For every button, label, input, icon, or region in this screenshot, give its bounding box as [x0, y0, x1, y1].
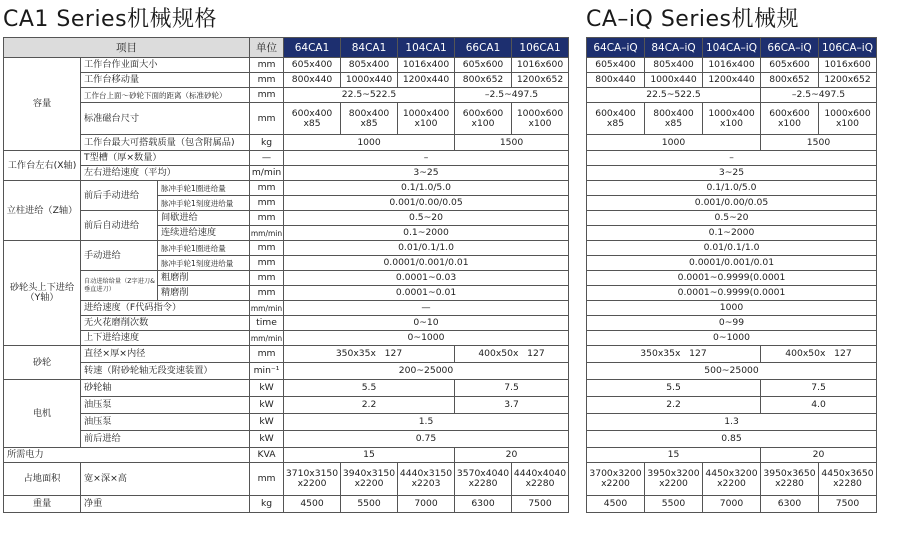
cell: 2.2 [587, 397, 761, 414]
cell: 3710x3150 x2200 [284, 463, 341, 496]
cell: 500~25000 [587, 363, 877, 380]
model-104caiq: 104CA–iQ [703, 38, 761, 58]
model-84caiq: 84CA–iQ [645, 38, 703, 58]
cell: 0~1000 [587, 331, 877, 346]
cell: 1000x600 x100 [819, 103, 877, 135]
group-weight: 重量 [4, 496, 81, 513]
row-label: 工作台作业面大小 [81, 58, 250, 73]
cell: — [284, 301, 569, 316]
cell: 350x35x 127 [284, 346, 455, 363]
header-item: 项目 [4, 38, 250, 58]
model-64caiq: 64CA–iQ [587, 38, 645, 58]
cell: 5.5 [587, 380, 761, 397]
row-unit: KVA [250, 448, 284, 463]
cell: 4440x4040 x2280 [512, 463, 569, 496]
table-row [587, 151, 877, 166]
row-unit: kW [250, 380, 284, 397]
table-row [587, 346, 877, 363]
cell: 0~1000 [284, 331, 569, 346]
header-unit: 单位 [250, 38, 284, 58]
cell: 7000 [398, 496, 455, 513]
model-66ca1: 66CA1 [455, 38, 512, 58]
table-row [4, 316, 569, 331]
sub-label: 前后自动进给 [81, 211, 158, 241]
model-64ca1: 64CA1 [284, 38, 341, 58]
cell: 0~10 [284, 316, 569, 331]
cell: 1016x400 [398, 58, 455, 73]
cell: 605x400 [284, 58, 341, 73]
cell: 1500 [761, 135, 877, 151]
table-row [4, 181, 569, 196]
cell: 3700x3200 x2200 [587, 463, 645, 496]
row-unit: mm/min [250, 331, 284, 346]
cell: 1200x652 [512, 73, 569, 88]
cell: 15 [587, 448, 761, 463]
row-unit: kW [250, 397, 284, 414]
row-label: 工作台移动量 [81, 73, 250, 88]
group-power: 所需电力 [4, 448, 250, 463]
table-row [4, 135, 569, 151]
cell: 7500 [819, 496, 877, 513]
table-row [4, 496, 569, 513]
table-row [4, 414, 569, 431]
ca1-title: CA1 Series机械规格 [3, 7, 218, 32]
table-row [4, 380, 569, 397]
table-row [4, 103, 569, 135]
cell: 3570x4040 x2280 [455, 463, 512, 496]
cell: 6300 [761, 496, 819, 513]
table-row [587, 397, 877, 414]
cell: 1500 [455, 135, 569, 151]
row-unit: — [250, 151, 284, 166]
table-row [587, 256, 877, 271]
row-unit: mm [250, 256, 284, 271]
table-row [587, 316, 877, 331]
cell: 1000x440 [645, 73, 703, 88]
cell: 5500 [645, 496, 703, 513]
cell: 0.1~2000 [284, 226, 569, 241]
table-row [4, 271, 569, 286]
table-row [587, 331, 877, 346]
cell: 0.001/0.00/0.05 [284, 196, 569, 211]
ca1-header-row [4, 38, 569, 58]
group-column: 立柱进给（Z轴） [4, 181, 81, 241]
cell: 1000 [587, 135, 761, 151]
row-unit: mm [250, 211, 284, 226]
cell: 400x50x 127 [455, 346, 569, 363]
row-label: 脉冲手轮1刻度进给量 [158, 256, 250, 271]
table-row [4, 301, 569, 316]
row-unit: mm [250, 196, 284, 211]
cell: 200~25000 [284, 363, 569, 380]
ca1-spec-table [3, 37, 569, 513]
cell: 7.5 [761, 380, 877, 397]
cell: – [587, 151, 877, 166]
row-label: 油压泵 [81, 414, 250, 431]
cell: 805x400 [645, 58, 703, 73]
cell: 0.0001~0.9999(0.0001 [587, 271, 877, 286]
cell: 6300 [455, 496, 512, 513]
row-unit: mm/min [250, 226, 284, 241]
cell: 400x50x 127 [761, 346, 877, 363]
table-row [587, 226, 877, 241]
table-row [587, 271, 877, 286]
caiq-header-row [587, 38, 877, 58]
cell: 0.1~2000 [587, 226, 877, 241]
row-unit: mm [250, 88, 284, 103]
row-label: 直径×厚×内径 [81, 346, 250, 363]
cell: 22.5~522.5 [284, 88, 455, 103]
row-unit: mm [250, 346, 284, 363]
table-row [587, 301, 877, 316]
cell: 7.5 [455, 380, 569, 397]
table-row [4, 241, 569, 256]
model-84ca1: 84CA1 [341, 38, 398, 58]
row-label: 工作台最大可搭载质量（包含附属品) [81, 135, 250, 151]
row-label: 间歇进给 [158, 211, 250, 226]
cell: 7500 [512, 496, 569, 513]
model-106caiq: 106CA–iQ [819, 38, 877, 58]
cell: 0~99 [587, 316, 877, 331]
table-row [587, 286, 877, 301]
cell: 605x400 [587, 58, 645, 73]
row-label: 脉冲手轮1圈进给量 [158, 181, 250, 196]
row-unit: time [250, 316, 284, 331]
cell: 800x440 [284, 73, 341, 88]
table-row [4, 331, 569, 346]
cell: 5.5 [284, 380, 455, 397]
table-row [587, 103, 877, 135]
table-row [4, 363, 569, 380]
table-row [587, 448, 877, 463]
cell: 0.0001~0.01 [284, 286, 569, 301]
sub-label: 手动进给 [81, 241, 158, 271]
cell: 1000 [587, 301, 877, 316]
cell: 0.001/0.00/0.05 [587, 196, 877, 211]
row-label: 精磨削 [158, 286, 250, 301]
row-unit: mm/min [250, 301, 284, 316]
row-label: 脉冲手轮1圈进给量 [158, 241, 250, 256]
cell: 1016x400 [703, 58, 761, 73]
cell: 0.1/1.0/5.0 [284, 181, 569, 196]
cell: 600x400 x85 [587, 103, 645, 135]
cell: 20 [761, 448, 877, 463]
table-row [4, 73, 569, 88]
cell: 4440x3150 x2203 [398, 463, 455, 496]
cell: 3~25 [284, 166, 569, 181]
sub-label: 前后手动进给 [81, 181, 158, 211]
model-104ca1: 104CA1 [398, 38, 455, 58]
cell: – [284, 151, 569, 166]
row-unit: kW [250, 414, 284, 431]
cell: 3.7 [455, 397, 569, 414]
row-label: 砂轮轴 [81, 380, 250, 397]
cell: –2.5~497.5 [455, 88, 569, 103]
row-unit: m/min [250, 166, 284, 181]
row-label: 脉冲手轮1刻度进给量 [158, 196, 250, 211]
cell: 20 [455, 448, 569, 463]
table-row [587, 241, 877, 256]
cell: 1000x400 x100 [703, 103, 761, 135]
caiq-spec-table [586, 37, 877, 513]
cell: 600x600 x100 [761, 103, 819, 135]
cell: 1200x440 [703, 73, 761, 88]
table-row [587, 211, 877, 226]
table-row [587, 496, 877, 513]
cell: 22.5~522.5 [587, 88, 761, 103]
row-label: 左右进给速度（平均） [81, 166, 250, 181]
cell: 3950x3650 x2280 [761, 463, 819, 496]
cell: 605x600 [455, 58, 512, 73]
group-floor: 占地面积 [4, 463, 81, 496]
row-unit: kW [250, 431, 284, 448]
cell: 1.5 [284, 414, 569, 431]
cell: 3940x3150 x2200 [341, 463, 398, 496]
cell: 0.01/0.1/1.0 [284, 241, 569, 256]
row-unit: min⁻¹ [250, 363, 284, 380]
cell: 800x440 [587, 73, 645, 88]
cell: 0.5~20 [587, 211, 877, 226]
row-label: 转速（附砂轮轴无段变速装置） [81, 363, 250, 380]
model-106ca1: 106CA1 [512, 38, 569, 58]
row-label: 宽×深×高 [81, 463, 250, 496]
row-label: 上下进给速度 [81, 331, 250, 346]
cell: 0.1/1.0/5.0 [587, 181, 877, 196]
model-66caiq: 66CA–iQ [761, 38, 819, 58]
row-unit: mm [250, 103, 284, 135]
cell: 800x652 [455, 73, 512, 88]
cell: 800x400 x85 [645, 103, 703, 135]
cell: 800x652 [761, 73, 819, 88]
row-label: 油压泵 [81, 397, 250, 414]
row-unit: mm [250, 463, 284, 496]
cell: 4500 [284, 496, 341, 513]
cell: 7000 [703, 496, 761, 513]
cell: 600x400 x85 [284, 103, 341, 135]
cell: 1000x440 [341, 73, 398, 88]
table-row [587, 135, 877, 151]
cell: 1200x652 [819, 73, 877, 88]
cell: 0.0001~0.9999(0.0001 [587, 286, 877, 301]
table-row [4, 58, 569, 73]
table-row [587, 380, 877, 397]
group-table-lr: 工作台左右(X轴) [4, 151, 81, 181]
row-unit: mm [250, 181, 284, 196]
row-label: 粗磨削 [158, 271, 250, 286]
group-capacity: 容量 [4, 58, 81, 151]
cell: 800x400 x85 [341, 103, 398, 135]
table-row [587, 73, 877, 88]
row-unit: mm [250, 73, 284, 88]
row-unit: mm [250, 58, 284, 73]
cell: 805x400 [341, 58, 398, 73]
table-row [4, 88, 569, 103]
table-row [4, 463, 569, 496]
cell: 4.0 [761, 397, 877, 414]
cell: 0.0001/0.001/0.01 [284, 256, 569, 271]
table-row [4, 397, 569, 414]
cell: 1000 [284, 135, 455, 151]
cell: 1000x600 x100 [512, 103, 569, 135]
cell: 1016x600 [819, 58, 877, 73]
cell: 350x35x 127 [587, 346, 761, 363]
group-head: 砂轮头上下进给（Y轴） [4, 241, 81, 346]
caiq-title: CA–iQ Series机械规 [586, 7, 799, 32]
cell: 4500 [587, 496, 645, 513]
row-label: 净重 [81, 496, 250, 513]
table-row [4, 448, 569, 463]
cell: 0.0001/0.001/0.01 [587, 256, 877, 271]
table-row [4, 211, 569, 226]
row-unit: kg [250, 135, 284, 151]
row-label: 进给速度（F代码指令） [81, 301, 250, 316]
group-wheel: 砂轮 [4, 346, 81, 380]
row-unit: mm [250, 241, 284, 256]
table-row [587, 431, 877, 448]
row-label: 工作台上面～砂轮下面的距离（标准砂轮） [81, 88, 250, 103]
table-row [587, 166, 877, 181]
row-label: 标准磁台尺寸 [81, 103, 250, 135]
cell: –2.5~497.5 [761, 88, 877, 103]
cell: 4450x3200 x2200 [703, 463, 761, 496]
cell: 0.75 [284, 431, 569, 448]
table-row [587, 58, 877, 73]
cell: 5500 [341, 496, 398, 513]
row-label: 连续进给速度 [158, 226, 250, 241]
cell: 0.0001~0.03 [284, 271, 569, 286]
table-row [587, 196, 877, 211]
table-row [587, 463, 877, 496]
cell: 4450x3650 x2280 [819, 463, 877, 496]
table-row [587, 363, 877, 380]
cell: 600x600 x100 [455, 103, 512, 135]
cell: 0.01/0.1/1.0 [587, 241, 877, 256]
cell: 3950x3200 x2200 [645, 463, 703, 496]
cell: 1000x400 x100 [398, 103, 455, 135]
row-unit: mm [250, 271, 284, 286]
row-label: 前后进给 [81, 431, 250, 448]
group-motor: 电机 [4, 380, 81, 448]
cell: 0.5~20 [284, 211, 569, 226]
cell: 15 [284, 448, 455, 463]
table-row [587, 88, 877, 103]
cell: 3~25 [587, 166, 877, 181]
table-row [4, 431, 569, 448]
sub-label: 自动进给给量（Z字进刀&垂直进刀） [81, 271, 158, 301]
row-label: T型槽（厚×数量） [81, 151, 250, 166]
cell: 1.3 [587, 414, 877, 431]
row-unit: kg [250, 496, 284, 513]
cell: 2.2 [284, 397, 455, 414]
cell: 0.85 [587, 431, 877, 448]
row-label: 无火花磨削次数 [81, 316, 250, 331]
row-unit: mm [250, 286, 284, 301]
table-row [4, 346, 569, 363]
cell: 1016x600 [512, 58, 569, 73]
cell: 1200x440 [398, 73, 455, 88]
table-row [587, 414, 877, 431]
cell: 605x600 [761, 58, 819, 73]
table-row [587, 181, 877, 196]
table-row [4, 151, 569, 166]
table-row [4, 166, 569, 181]
